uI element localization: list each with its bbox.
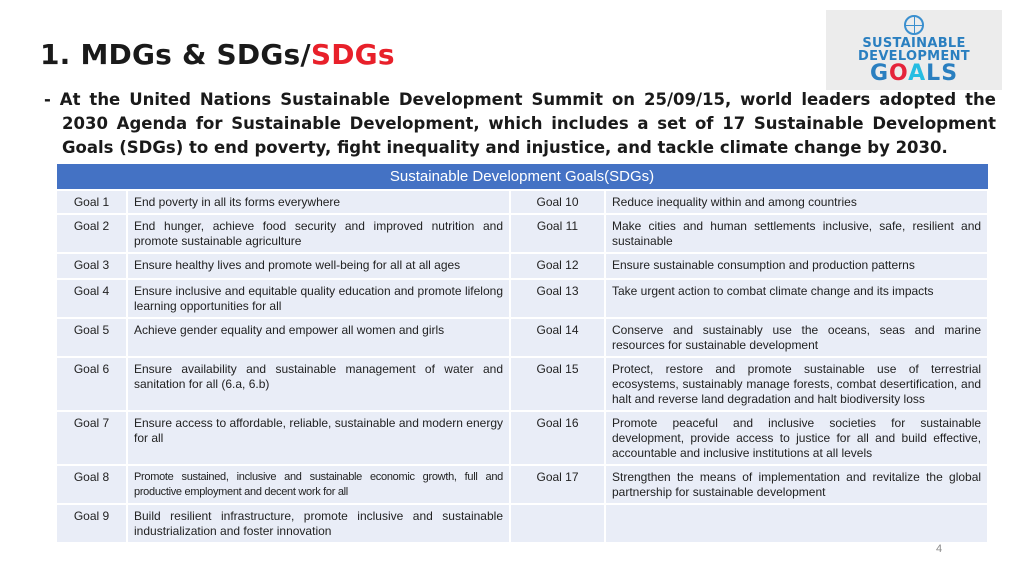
title-accent: SDGs <box>310 38 395 71</box>
table-row <box>56 214 988 253</box>
goal-label: Goal 7 <box>56 411 127 465</box>
table-row <box>56 318 988 357</box>
table-row <box>56 465 988 504</box>
goal-label: Goal 2 <box>56 214 127 253</box>
goal-label: Goal 5 <box>56 318 127 357</box>
logo-letter: A <box>908 61 927 86</box>
goal-label: Goal 1 <box>56 190 127 214</box>
goal-label: Goal 15 <box>510 357 605 411</box>
table-header: Sustainable Development Goals(SDGs) <box>56 164 988 191</box>
goal-label: Goal 8 <box>56 465 127 504</box>
goal-label: Goal 16 <box>510 411 605 465</box>
goal-description: Ensure sustainable consumption and production patterns <box>605 253 988 279</box>
goal-label: Goal 11 <box>510 214 605 253</box>
goal-label: Goal 4 <box>56 279 127 318</box>
goal-description: Make cities and human settlements inclusive, safe, resilient and sustainable <box>605 214 988 253</box>
goal-description: Ensure access to affordable, reliable, sustainable and modern energy for all <box>127 411 510 465</box>
goal-label: Goal 13 <box>510 279 605 318</box>
table-row <box>56 357 988 411</box>
goal-description: Achieve gender equality and empower all women and girls <box>127 318 510 357</box>
logo-letter: L <box>926 61 942 86</box>
table-row <box>56 253 988 279</box>
goal-description: Protect, restore and promote sustainable use of terrestrial ecosystems, sustainably manage forests, combat desertification, and halt and reverse land degradation and halt biodiversity loss <box>605 357 988 411</box>
table-row <box>56 411 988 465</box>
goal-description: Reduce inequality within and among countries <box>605 190 988 214</box>
goal-label: Goal 10 <box>510 190 605 214</box>
goal-description: End poverty in all its forms everywhere <box>127 190 510 214</box>
logo-letter: O <box>889 61 909 86</box>
logo-line-2: DEVELOPMENT <box>858 49 970 64</box>
goal-description: Build resilient infrastructure, promote inclusive and sustainable industrialization and foster innovation <box>127 504 510 543</box>
goal-description: End hunger, achieve food security and improved nutrition and promote sustainable agriculture <box>127 214 510 253</box>
table-row <box>56 279 988 318</box>
table-header-row <box>56 164 988 191</box>
logo-line-1: SUSTAINABLE <box>862 36 966 51</box>
goal-description: Promote peaceful and inclusive societies for sustainable development, provide access to justice for all and build effective, accountable and inclusive institutions at all levels <box>605 411 988 465</box>
logo-line-3 <box>870 63 958 85</box>
goal-label <box>510 504 605 543</box>
goal-description: Conserve and sustainably use the oceans, seas and marine resources for sustainable development <box>605 318 988 357</box>
table-row <box>56 190 988 214</box>
goal-label: Goal 9 <box>56 504 127 543</box>
logo-letter: S <box>941 61 959 86</box>
goal-description: Promote sustained, inclusive and sustainable economic growth, full and productive employment and decent work for all <box>127 465 510 504</box>
goal-label: Goal 12 <box>510 253 605 279</box>
goal-description <box>605 504 988 543</box>
title-main: 1. MDGs & SDGs/ <box>40 38 311 71</box>
goal-label: Goal 6 <box>56 357 127 411</box>
table-row <box>56 504 988 543</box>
page-number: 4 <box>936 543 943 555</box>
goal-label: Goal 3 <box>56 253 127 279</box>
logo-letter: G <box>869 61 889 86</box>
un-emblem-icon <box>904 15 924 35</box>
goal-description: Ensure inclusive and equitable quality education and promote lifelong learning opportunities for all <box>127 279 510 318</box>
goal-label: Goal 14 <box>510 318 605 357</box>
goal-description: Strengthen the means of implementation and revitalize the global partnership for sustainable development <box>605 465 988 504</box>
page-title <box>40 38 395 71</box>
goal-description: Ensure healthy lives and promote well-being for all at all ages <box>127 253 510 279</box>
intro-paragraph: - At the United Nations Sustainable Development Summit on 25/09/15, world leaders adopted the 2030 Agenda for Sustainable Development, which includes a set of 17 Sustainable Development Goals (SDGs) to end poverty, fight inequality and injustice, and tackle climate change by 2030. <box>44 90 996 157</box>
goal-description: Take urgent action to combat climate change and its impacts <box>605 279 988 318</box>
goal-label: Goal 17 <box>510 465 605 504</box>
sdg-table <box>55 163 989 544</box>
goal-description: Ensure availability and sustainable management of water and sanitation for all (6.a, 6.b) <box>127 357 510 411</box>
sdg-logo <box>826 10 1002 90</box>
